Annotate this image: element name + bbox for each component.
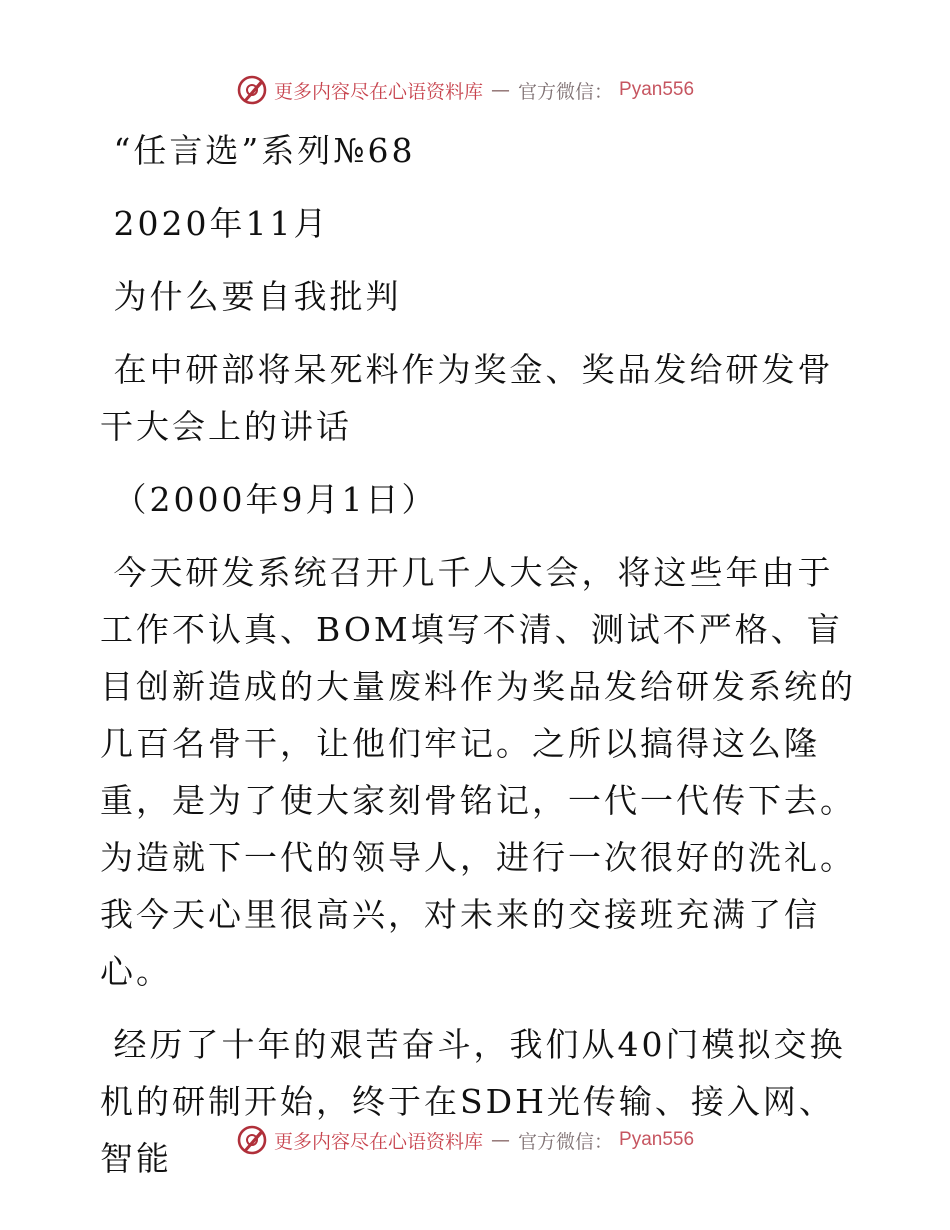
document-subtitle: 在中研部将呆死料作为奖金、奖品发给研发骨干大会上的讲话 [100, 350, 834, 446]
speech-date: （2000年9月1日） [100, 480, 438, 519]
header-watermark [236, 72, 694, 108]
quill-circle-icon [236, 1124, 268, 1156]
watermark-separator: — [491, 1129, 511, 1151]
watermark-contact-id: Pyan556 [619, 1129, 695, 1150]
quill-circle-icon [236, 74, 268, 106]
watermark-text: 更多内容尽在心语资料库 [274, 1130, 484, 1153]
document-date: 2020年11月 [100, 204, 330, 243]
footer-watermark [236, 1122, 694, 1158]
body-paragraph: 今天研发系统召开几千人大会，将这些年由于工作不认真、BOM填写不清、测试不严格、盲目创新造成的大量废料作为奖品发给研发系统的几百名骨干，让他们牢记。之所以搞得这么隆重，是为了使大家刻骨铭记，一代一代传下去。为造就下一代的领导人，进行一次很好的洗礼。我今天心里很高兴，对未来的交接班充满了信心。 [100, 553, 856, 991]
watermark-contact-label: 官方微信： [518, 80, 614, 103]
series-label: “任言选”系列№68 [100, 131, 416, 170]
watermark-contact-label: 官方微信： [518, 1130, 614, 1153]
document-body [100, 122, 860, 1187]
watermark-text: 更多内容尽在心语资料库 [274, 80, 484, 103]
watermark-contact-id: Pyan556 [619, 79, 695, 100]
watermark-separator: — [491, 79, 511, 101]
body-paragraph: 经历了十年的艰苦奋斗，我们从40门模拟交换机的研制开始，终于在SDH光传输、接入网、智能 [100, 1025, 846, 1178]
document-title: 为什么要自我批判 [100, 277, 402, 316]
